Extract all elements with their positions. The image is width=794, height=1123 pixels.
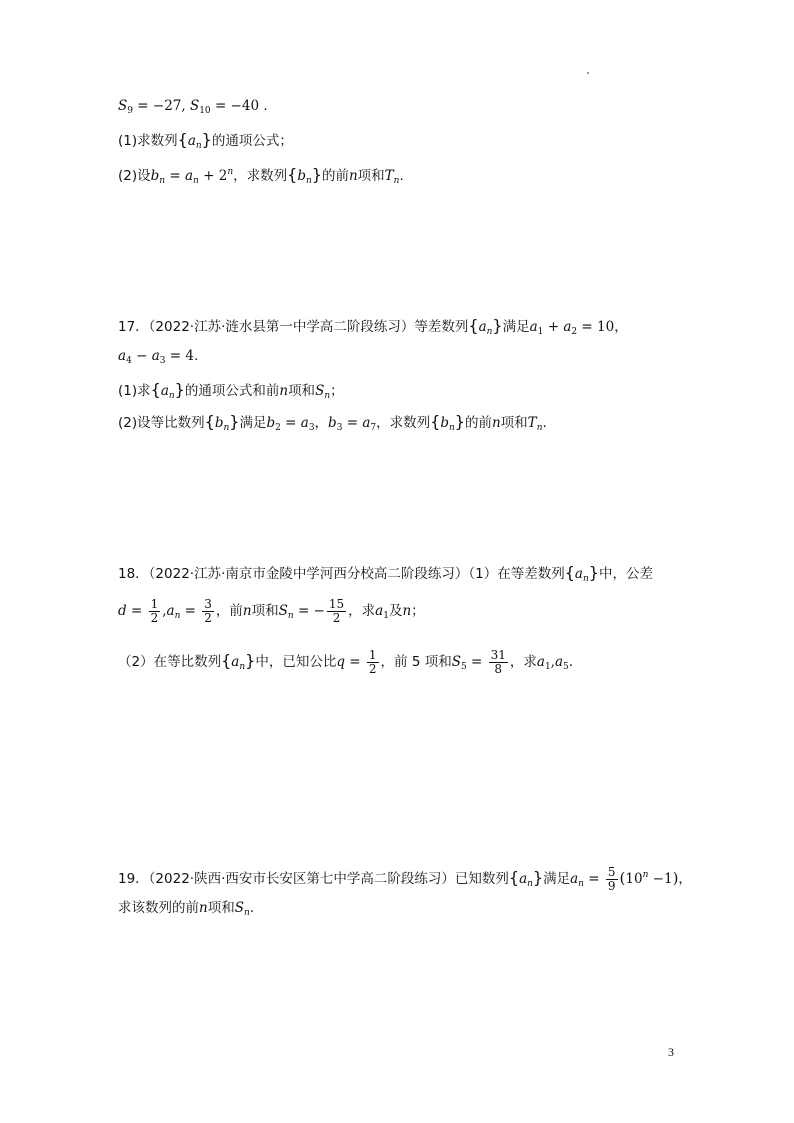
text: 项和 <box>500 415 528 431</box>
text: (1)求 <box>118 383 151 399</box>
text: S <box>118 98 128 114</box>
text: (1)求数列 <box>118 133 178 149</box>
text: . <box>193 348 199 364</box>
text: . <box>249 900 255 916</box>
text: . <box>542 415 547 431</box>
text: 17．（2022·江苏·涟水县第一中学高二阶段练习）等差数列 <box>118 319 469 335</box>
text: 的通项公式和前 <box>184 383 280 399</box>
text: ，求数列 <box>376 415 431 431</box>
text: 的通项公式； <box>211 133 293 149</box>
text: ， <box>314 415 329 431</box>
text: 满足 <box>502 319 530 335</box>
text: 9 <box>127 106 133 116</box>
text: 项和 <box>251 603 279 619</box>
page-number: 3 <box>668 1045 674 1059</box>
text: ， <box>614 319 628 335</box>
p17-question-1: (1)求$\{a_n\}$的通项公式和前n项和$S_n$； <box>118 380 344 401</box>
p17-question-2: (2)设等比数列$\{b_n\}$满足$b_2 = a_3$，$b_3 = a_7$，求数列$\{b_n\}$的前n项和$T_n$. <box>118 412 547 433</box>
text: 中，已知公比 <box>255 654 337 670</box>
text: 项和 <box>207 900 235 916</box>
p19-line-2: 求该数列的前n项和$S_n$. <box>118 900 255 918</box>
text: ，前 <box>215 603 243 619</box>
text: ，求数列 <box>233 168 288 184</box>
text: 的前 <box>321 168 349 184</box>
p18-header: 18．（2022·江苏·南京市金陵中学河西分校高二阶段练习）（1）在等差数列$\{a_n\}$中，公差 <box>118 563 653 584</box>
p16-condition <box>118 96 268 121</box>
text: S <box>189 98 200 114</box>
p17-condition-2: $a_4 - a_3 = 4$. <box>118 348 199 366</box>
p17-header: 17．（2022·江苏·涟水县第一中学高二阶段练习）等差数列$\{a_n\}$满足$a_1 + a_2 = 10$， <box>118 316 628 337</box>
text: ，求 <box>348 603 376 619</box>
text: 中，公差 <box>598 566 653 582</box>
text: 项和 <box>357 168 385 184</box>
text: 19．（2022·陕西·西安市长安区第七中学高二阶段练习）已知数列 <box>118 871 509 887</box>
text: ，前 5 项和 <box>380 654 452 670</box>
stray-dot <box>587 72 589 74</box>
p19-header: 19．（2022·陕西·西安市长安区第七中学高二阶段练习）已知数列$\{a_n\}$满足$a_n$ = $\frac{5}{9}$ $(10^n -1)$， <box>118 864 692 893</box>
text: (2)设 <box>118 168 151 184</box>
text: ，求 <box>509 654 537 670</box>
text: 项和 <box>288 383 316 399</box>
text: . <box>568 654 574 670</box>
p16-question-1: (1)求数列$\{a_n\}$的通项公式； <box>118 130 293 151</box>
text: (2)设等比数列 <box>118 415 205 431</box>
p18-condition: d = $\frac{1}{2}$ $,a_n$ = $\frac{3}{2}$ ，前n项和$S_n$ = − $\frac{15}{2}$ ，求$a_1$及n； <box>118 596 425 625</box>
p18-part-2: （2）在等比数列$\{a_n\}$中，已知公比q = $\frac{1}{2}$ ，前 5 项和$S_5$ = $\frac{31}{8}$ ，求$a_1,a_5$. <box>118 647 574 676</box>
text: . <box>259 98 268 114</box>
text: 满足 <box>239 415 267 431</box>
text: 18．（2022·江苏·南京市金陵中学河西分校高二阶段练习）（1）在等差数列 <box>118 566 565 582</box>
text: ， <box>678 871 692 887</box>
text: ； <box>411 603 425 619</box>
text: 求该数列的前 <box>118 900 199 916</box>
text: ； <box>330 383 344 399</box>
text: （2）在等比数列 <box>118 654 222 670</box>
p16-question-2: (2)设$b_n = a_n + 2^n$，求数列$\{b_n\}$的前n项和$T_n$. <box>118 165 404 186</box>
text: 及 <box>388 603 403 619</box>
text: 10 <box>199 106 211 116</box>
text: . <box>399 168 404 184</box>
text: 满足 <box>543 871 571 887</box>
text: = −40 <box>210 98 260 114</box>
text: = −27, <box>132 98 190 114</box>
text: 的前 <box>464 415 492 431</box>
